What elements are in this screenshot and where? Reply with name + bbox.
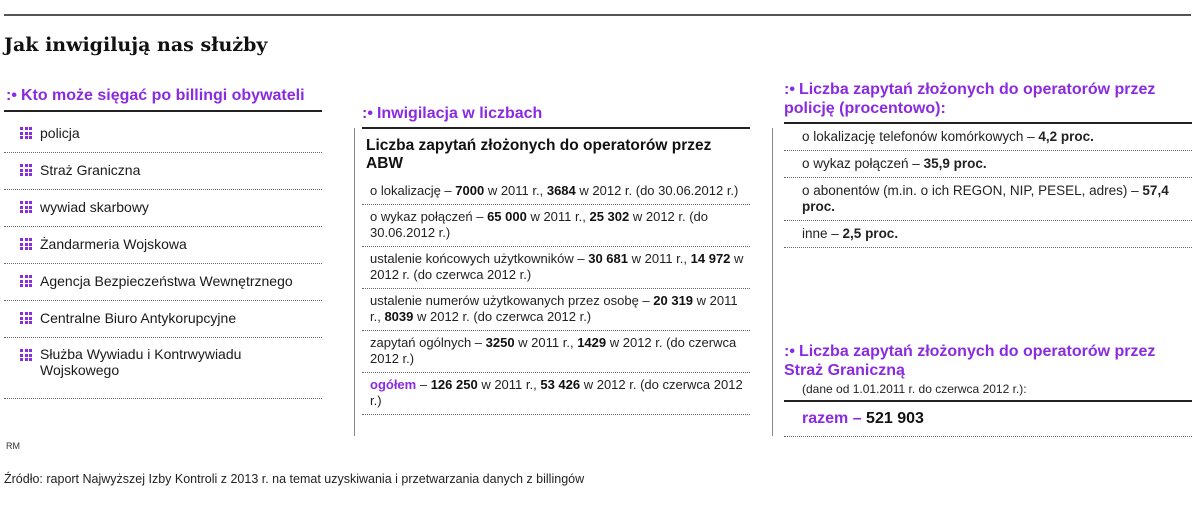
list-item-label: Służba Wywiadu i Kontrwywiadu Wojskowego: [40, 346, 242, 378]
agency-list: [4, 116, 322, 399]
middle-heading-text: Inwigilacja w liczbach: [376, 105, 543, 122]
left-heading-text: Kto może sięgać po billingi obywateli: [20, 87, 305, 104]
right-section: [784, 80, 1192, 248]
stat-row: zapytań ogólnych – 3250 w 2011 r., 1429 w 2012 r. (do czerwca 2012 r.): [362, 331, 750, 373]
source-note: Źródło: raport Najwyższej Izby Kontroli z 2013 r. na temat uzyskiwania i przetwarzania danych z billingów: [4, 472, 585, 486]
list-item-label: Żandarmeria Wojskowa: [40, 236, 187, 252]
list-item-label: Centralne Biuro Antykorupcyjne: [40, 310, 237, 326]
list-item-label: policja: [40, 125, 80, 141]
top-rule: [4, 14, 1191, 16]
grid-bullet-icon: [20, 275, 32, 287]
grid-bullet-icon: [20, 201, 32, 213]
bullet-icon: :•: [784, 81, 795, 98]
list-item: [4, 190, 322, 227]
bullet-icon: :•: [362, 105, 373, 122]
grid-bullet-icon: [20, 164, 32, 176]
border-guard-total: razem – 521 903: [784, 402, 1192, 437]
stat-row: ustalenie numerów użytkowanych przez osobę – 20 319 w 2011 r., 8039 w 2012 r. (do czerwca 2012 r.): [362, 289, 750, 331]
page-title: Jak inwigilują nas służby: [4, 34, 268, 56]
stat-row: o wykaz połączeń – 65 000 w 2011 r., 25 302 w 2012 r. (do 30.06.2012 r.): [362, 205, 750, 247]
stat-row: o lokalizację – 7000 w 2011 r., 3684 w 2012 r. (do 30.06.2012 r.): [362, 179, 750, 205]
percent-row: inne – 2,5 proc.: [784, 221, 1192, 248]
right-heading: [784, 80, 1192, 118]
middle-section: [362, 104, 750, 415]
bullet-icon: :•: [6, 87, 17, 104]
author-initials: RM: [6, 441, 20, 451]
stat-row: ustalenie końcowych użytkowników – 30 681 w 2011 r., 14 972 w 2012 r. (do czerwca 2012 r.): [362, 247, 750, 289]
percent-row: o lokalizację telefonów komórkowych – 4,2 proc.: [784, 124, 1192, 151]
list-item: [4, 264, 322, 301]
grid-bullet-icon: [20, 312, 32, 324]
left-section: [4, 86, 322, 399]
percent-row: o abonentów (m.in. o ich REGON, NIP, PESEL, adres) – 57,4 proc.: [784, 178, 1192, 221]
list-item: [4, 153, 322, 190]
list-item-label: Straż Graniczna: [40, 162, 141, 178]
list-item: [4, 301, 322, 338]
list-item-label: Agencja Bezpieczeństwa Wewnętrznego: [40, 273, 293, 289]
list-item-label: wywiad skarbowy: [40, 199, 149, 215]
column-divider: [354, 128, 355, 436]
right-heading-text: Liczba zapytań złożonych do operatorów przez policję (procentowo):: [784, 81, 1156, 117]
middle-heading: [362, 104, 750, 123]
list-item: [4, 227, 322, 264]
bullet-icon: :•: [784, 343, 795, 360]
list-item: [4, 116, 322, 153]
grid-bullet-icon: [20, 349, 32, 361]
list-item: [4, 338, 322, 399]
column-divider: [772, 128, 773, 436]
percent-row: o wykaz połączeń – 35,9 proc.: [784, 151, 1192, 178]
border-guard-heading: [784, 342, 1192, 380]
border-guard-note: (dane od 1.01.2011 r. do czerwca 2012 r.):: [802, 382, 1027, 396]
left-heading: [4, 86, 322, 105]
left-heading-rule: [4, 110, 322, 112]
border-guard-section: [784, 342, 1192, 437]
abw-subheading: Liczba zapytań złożonych do operatorów przez ABW: [366, 137, 712, 172]
grid-bullet-icon: [20, 127, 32, 139]
total-row: ogółem – 126 250 w 2011 r., 53 426 w 2012 r. (do czerwca 2012 r.): [362, 373, 750, 415]
grid-bullet-icon: [20, 238, 32, 250]
border-guard-heading-text: Liczba zapytań złożonych do operatorów przez Straż Graniczną: [784, 343, 1156, 379]
